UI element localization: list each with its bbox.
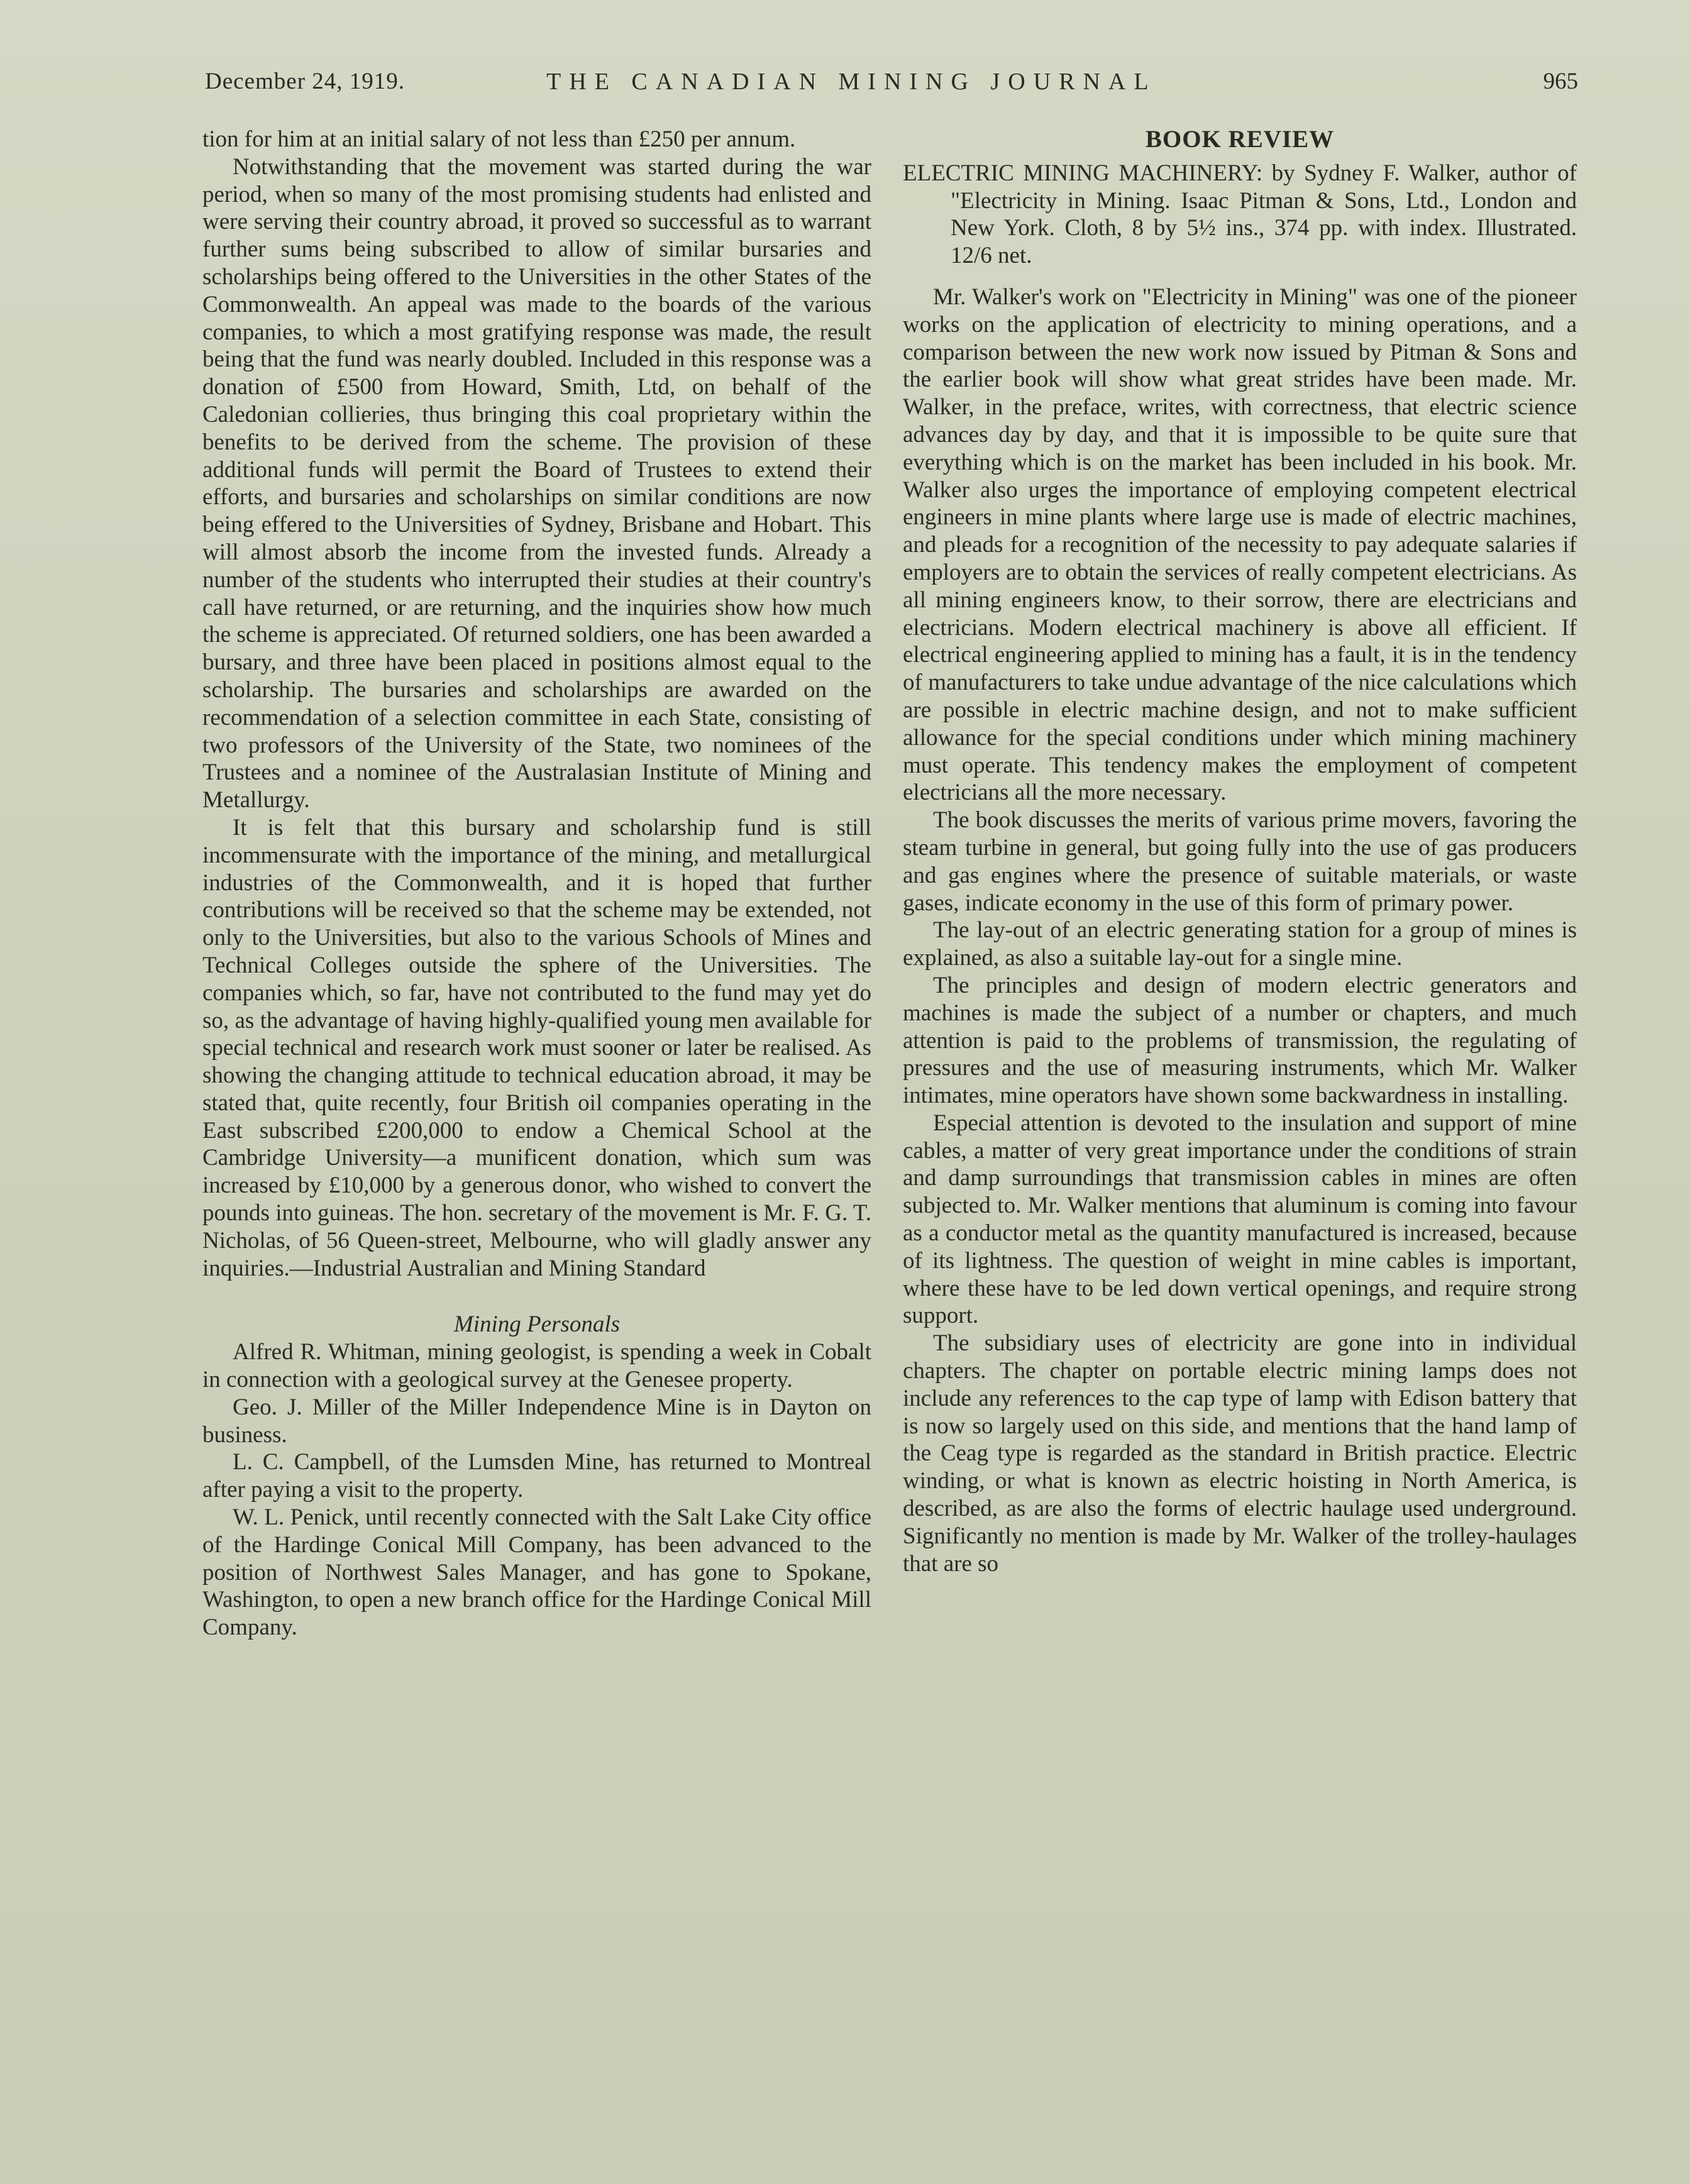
page-number: 965 <box>1543 69 1578 94</box>
review-paragraph: The lay-out of an electric generating station for a group of mines is explained, as also a suitable lay-out for a single mine. <box>903 917 1577 971</box>
running-head <box>205 68 1578 99</box>
section-heading-mining-personals: Mining Personals <box>453 1311 621 1338</box>
book-review-heading: BOOK REVIEW <box>1145 126 1335 153</box>
article-paragraph: Notwithstanding that the movement was started during the war period, when so many of the most promising students had enlisted and were serving their country abroad, it proved so successful as to warrant further sums being subscribed to allow of similar bursaries and scholarships being offered to the Universities in the other States of the Commonwealth. An appeal was made to the boards of the various companies, to which a most gratifying response was made, the result being that the fund was nearly doubled. Included in this response was a donation of £500 from Howard, Smith, Ltd, on behalf of the Caledonian collieries, thus bringing this coal proprietary within the benefits to be derived from the scheme. The provision of these additional funds will permit the Board of Trustees to extend their efforts, and bursaries and scholarships on similar conditions are now being effered to the Universities of Sydney, Brisbane and Hobart. This will almost absorb the income from the invested funds. Already a number of the students who interrupted their studies at their country's call have returned, or are returning, and the inquiries show how much the scheme is appreciated. Of returned soldiers, one has been awarded a bursary, and three have been placed in positions almost equal to the scholarship. The bursaries and scholarships are awarded on the recommendation of a selection committee in each State, consisting of two professors of the University of the State, two nominees of the Trustees and a nominee of the Australasian Institute of Mining and Metallurgy. <box>202 153 871 813</box>
left-column <box>202 126 871 1641</box>
review-paragraph: Mr. Walker's work on "Electricity in Mining" was one of the pioneer works on the application of electricity to mining operations, and a comparison between the new work now issued by Pitman & Sons and the earlier book will show what great strides have been made. Mr. Walker, in the preface, writes, with correctness, that electric science advances day by day, and that it is impossible to be quite sure that everything which is on the market has been included in his book. Mr. Walker also urges the importance of employing competent electrical engineers in mine plants where large use is made of electric machines, and pleads for a recognition of the necessity to pay adequate salaries if employers are to obtain the services of really competent electricians. As all mining engineers know, to their sorrow, there are electricians and electricians. Modern electrical machinery is above all efficient. If electrical engineering applied to mining has a fault, it is in the tendency of manufacturers to take undue advantage of the nice calculations which are possible in electric machine design, and not to make sufficient allowance for the special conditions under which mining machinery must operate. This tendency makes the employment of competent electricians all the more necessary. <box>903 284 1577 806</box>
review-paragraph: The subsidiary uses of electricity are gone into in individual chapters. The chapter on portable electric mining lamps does not include any references to the cap type of lamp with Edison battery that is now so largely used on this side, and mentions that the hand lamp of the Ceag type is regarded as the standard in British practice. Electric winding, or what is known as electric hoisting in North America, is described, as are also the forms of electric haulage used underground. Significantly no mention is made by Mr. Walker of the trolley-haulages that are so <box>903 1330 1577 1577</box>
review-paragraph: Especial attention is devoted to the insulation and support of mine cables, a matter of very great importance under the conditions of strain and damp surroundings that transmission cables in mines are often subjected to. Mr. Walker mentions that aluminum is coming into favour as a conductor metal as the quantity manufactured is increased, because of its lightness. The question of weight in mine cables is important, where these have to be led down vertical openings, and require strong support. <box>903 1110 1577 1329</box>
article-paragraph: It is felt that this bursary and scholarship fund is still incommensurate with the importance of the mining, and metallurgical industries of the Commonwealth, and it is hoped that further contributions will be received so that the scheme may be extended, not only to the Universities, but also to the various Schools of Mines and Technical Colleges outside the sphere of the Universities. The companies which, so far, have not contributed to the fund may yet do so, as the advantage of having highly-qualified young men available for special technical and research work must sooner or later be realised. As showing the changing attitude to technical education abroad, it may be stated that, quite recently, four British oil companies operating in the East subscribed £200,000 to endow a Chemical School at the Cambridge University—a munificent donation, which sum was increased by £10,000 by a generous donor, who wished to convert the pounds into guineas. The hon. secretary of the movement is Mr. F. G. T. Nicholas, of 56 Queen-street, Melbourne, who will gladly answer any inquiries.—Industrial Australian and Mining Standard <box>202 814 871 1281</box>
journal-title: THE CANADIAN MINING JOURNAL <box>546 69 1157 95</box>
right-column <box>903 126 1577 1577</box>
book-citation: ELECTRIC MINING MACHINERY: by Sydney F. Walker, author of "Electricity in Mining. Isaac Pitman & Sons, Ltd., London and New York. Cloth, 8 by 5½ ins., 374 pp. with index. Illustrated. 12/6 net. <box>903 160 1577 269</box>
article-paragraph: tion for him at an initial salary of not less than £250 per annum. <box>202 126 796 152</box>
review-paragraph: The book discusses the merits of various prime movers, favoring the steam turbine in general, but going fully into the use of gas producers and gas engines where the presence of suitable materials, or waste gases, indicate economy in the use of this form of primary power. <box>903 807 1577 916</box>
personal-item: W. L. Penick, until recently connected with the Salt Lake City office of the Hardinge Conical Mill Company, has been advanced to the position of Northwest Sales Manager, and has gone to Spokane, Washington, to open a new branch office for the Hardinge Conical Mill Company. <box>202 1504 871 1641</box>
review-paragraph: The principles and design of modern electric generators and machines is made the subject of a number or chapters, and much attention is paid to the problems of transmission, the regulating of pressures and the use of measuring instruments, which Mr. Walker intimates, mine operators have shown some backwardness in installing. <box>903 972 1577 1109</box>
issue-date: December 24, 1919. <box>205 69 406 94</box>
personal-item: Alfred R. Whitman, mining geologist, is spending a week in Cobalt in connection with a geological survey at the Genesee property. <box>202 1339 871 1393</box>
personal-item: L. C. Campbell, of the Lumsden Mine, has returned to Montreal after paying a visit to the property. <box>202 1449 871 1503</box>
personal-item: Geo. J. Miller of the Miller Independence Mine is in Dayton on business. <box>202 1394 871 1448</box>
